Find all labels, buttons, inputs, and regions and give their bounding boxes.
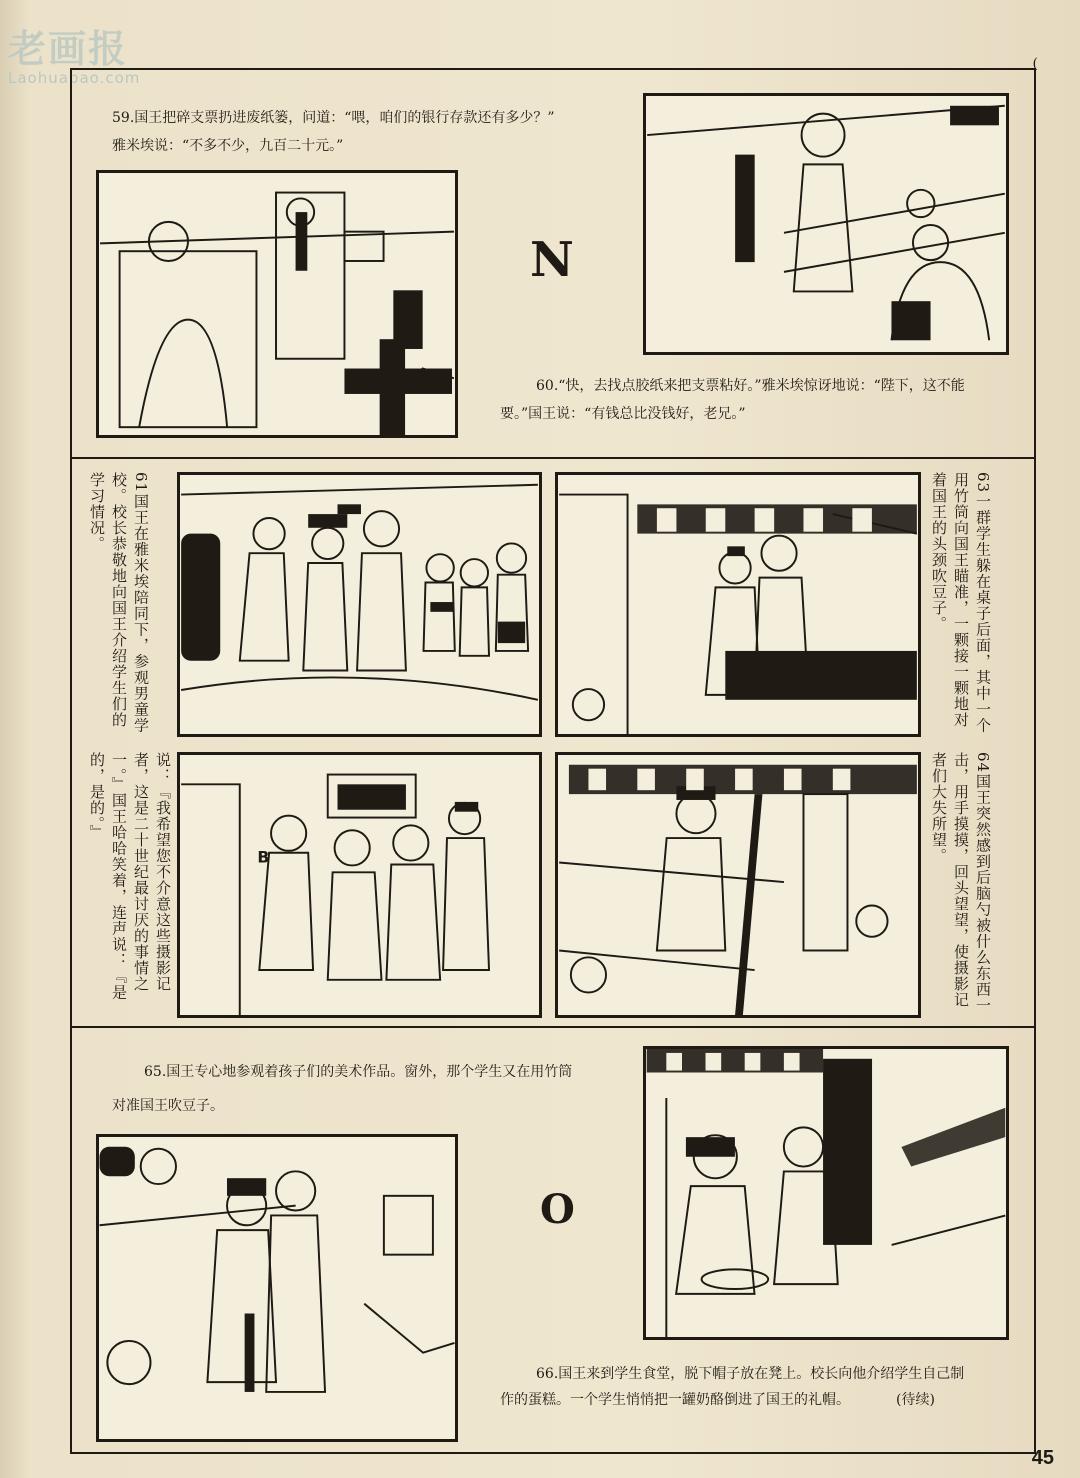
panel-66	[643, 1046, 1009, 1340]
panel-64	[555, 752, 921, 1018]
watermark-name: 老画报	[8, 27, 129, 71]
panel-66-illustration	[646, 1049, 1006, 1337]
panel-60	[643, 93, 1009, 355]
caption-65-line2: 对准国王吹豆子。	[112, 1098, 224, 1114]
row-divider-2	[70, 1026, 1036, 1028]
caption-66-line2: 作的蛋糕。一个学生悄悄把一罐奶酪倒进了国王的礼帽。	[500, 1392, 850, 1408]
caption-61: 61国王在雅米埃陪同下，参观男童学校。校长恭敬地向国王介绍学生们的学习情况。	[88, 472, 150, 734]
panel-60-illustration	[646, 96, 1006, 352]
panel-64-illustration	[558, 755, 918, 1015]
panel-59-illustration	[99, 173, 455, 435]
panel-62-b-sign: B	[257, 847, 270, 867]
caption-59-line1: 59.国王把碎支票扔进废纸篓，问道：“喂，咱们的银行存款还有多少？”	[112, 110, 555, 126]
caption-66-line1: 66.国王来到学生食堂，脱下帽子放在凳上。校长向他介绍学生自己制	[536, 1366, 965, 1382]
panel-65	[96, 1134, 458, 1442]
panel-61	[177, 472, 542, 737]
panel-61-illustration	[180, 475, 539, 734]
caption-64: 64国王突然感到后脑勺被什么东西一击，用手摸摸，回头望望，使摄影记者们大失所望。	[930, 752, 992, 1014]
row-divider-1	[70, 457, 1036, 459]
section-letter-n: N	[530, 232, 574, 288]
caption-65-line1: 65.国王专心地参观着孩子们的美术作品。窗外，那个学生又在用竹筒	[144, 1064, 573, 1080]
panel-62-illustration	[180, 755, 539, 1015]
corner-mark: (	[1032, 56, 1038, 72]
panel-62	[177, 752, 542, 1018]
caption-62: 说：『我希望您不介意这些摄影记者，这是二十世纪最讨厌的事情之一。』国王哈哈笑着，连声说：『是的，是的。』	[88, 752, 172, 1001]
to-be-continued: (待续)	[896, 1392, 935, 1408]
caption-59-line2: 雅米埃说：“不多不少，九百二十元。”	[112, 138, 344, 154]
section-letter-o: O	[540, 1186, 575, 1233]
panel-59	[96, 170, 458, 438]
watermark-url: Laohuabao.com	[8, 69, 141, 87]
panel-63	[555, 472, 921, 737]
caption-63: 63一群学生躲在桌子后面，其中一个用竹筒向国王瞄准，一颗接一颗地对着国王的头颈吹豆子。	[930, 472, 992, 734]
caption-60-line2: 要。”国王说：“有钱总比没钱好，老兄。”	[500, 406, 746, 422]
panel-65-illustration	[99, 1137, 455, 1439]
panel-63-illustration	[558, 475, 918, 734]
caption-60-line1: 60.“快，去找点胶纸来把支票粘好。”雅米埃惊讶地说：“陛下，这不能	[536, 378, 965, 394]
page-number: 45	[1031, 1447, 1054, 1469]
